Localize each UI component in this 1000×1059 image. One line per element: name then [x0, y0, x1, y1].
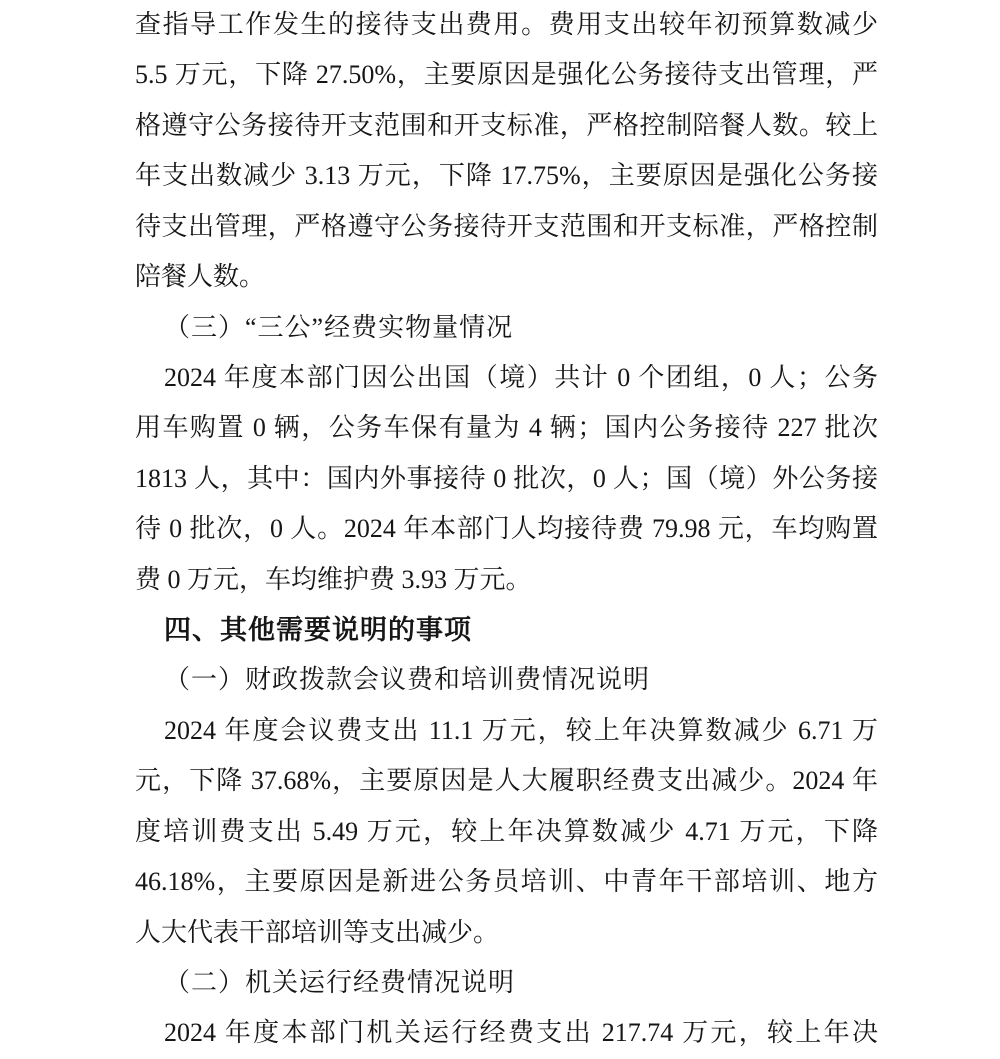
paragraph-line: 人大代表干部培训等支出减少。	[135, 917, 500, 947]
paragraph-line: 格遵守公务接待开支范围和开支标准，严格控制陪餐人数。较上	[135, 110, 878, 140]
paragraph-line: 1813 人，其中：国内外事接待 0 批次，0 人；国（境）外公务接	[135, 463, 878, 493]
subsection-heading: （二）机关运行经费情况说明	[164, 968, 516, 998]
paragraph-line: 2024 年度会议费支出 11.1 万元，较上年决算数减少 6.71 万	[164, 715, 878, 745]
paragraph-line: 元，下降 37.68%，主要原因是人大履职经费支出减少。2024 年	[135, 766, 878, 796]
paragraph-line: 陪餐人数。	[135, 262, 266, 292]
paragraph-line: 查指导工作发生的接待支出费用。费用支出较年初预算数减少	[135, 10, 878, 39]
paragraph-line: 待 0 批次，0 人。2024 年本部门人均接待费 79.98 元，车均购置	[135, 514, 878, 544]
paragraph-line: 度培训费支出 5.49 万元，较上年决算数减少 4.71 万元，下降	[135, 816, 878, 846]
subsection-heading: （三）“三公”经费实物量情况	[164, 312, 514, 342]
paragraph-line: 待支出管理，严格遵守公务接待开支范围和开支标准，严格控制	[135, 211, 878, 241]
subsection-heading: （一）财政拨款会议费和培训费情况说明	[164, 665, 651, 695]
paragraph-line: 46.18%，主要原因是新进公务员培训、中青年干部培训、地方	[135, 867, 878, 897]
paragraph-line: 年支出数减少 3.13 万元，下降 17.75%，主要原因是强化公务接	[135, 161, 878, 191]
document-content	[135, 0, 878, 1059]
paragraph-line: 费 0 万元，车均维护费 3.93 万元。	[135, 564, 532, 594]
paragraph-line: 用车购置 0 辆，公务车保有量为 4 辆；国内公务接待 227 批次	[135, 413, 878, 443]
section-heading: 四、其他需要说明的事项	[164, 615, 472, 646]
paragraph-line: 2024 年度本部门机关运行经费支出 217.74 万元，较上年决	[164, 1018, 878, 1048]
paragraph-line: 5.5 万元，下降 27.50%，主要原因是强化公务接待支出管理，严	[135, 60, 878, 90]
paragraph-line: 2024 年度本部门因公出国（境）共计 0 个团组，0 人；公务	[164, 362, 878, 392]
